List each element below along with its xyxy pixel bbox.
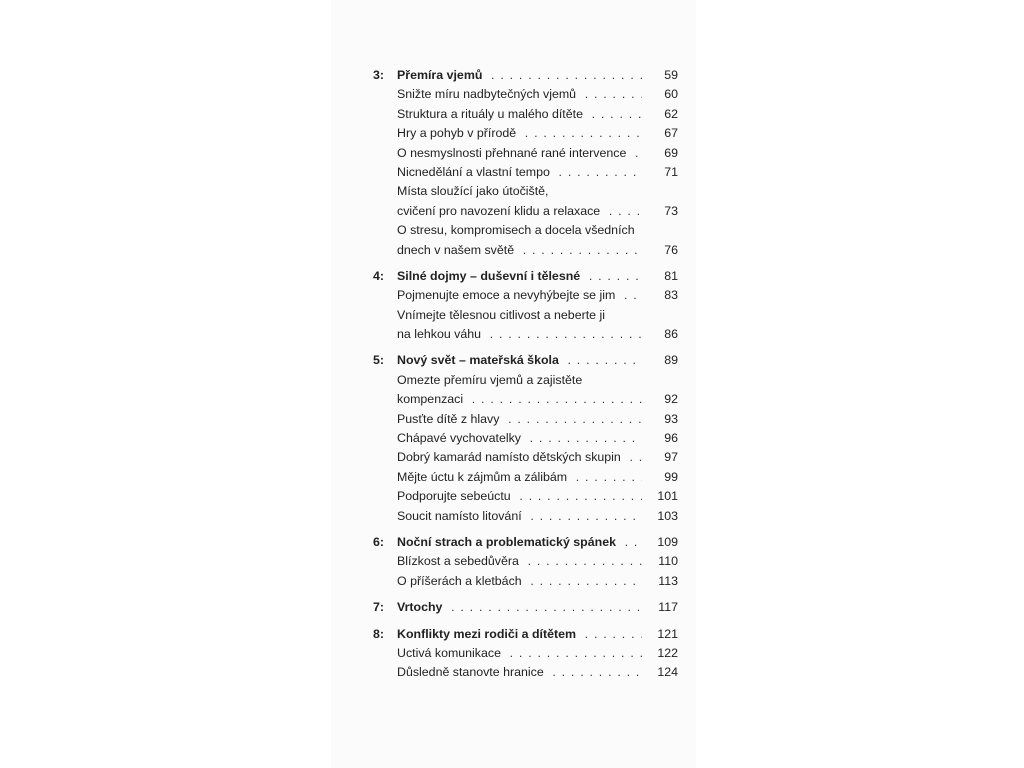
- chapter-title: Přemíra vjemů: [397, 68, 483, 82]
- entry-title-row: [397, 429, 642, 448]
- chapter-title: Noční strach a problematický spánek: [397, 534, 616, 549]
- toc-entry-line: [373, 371, 678, 390]
- toc-entry-line: [373, 487, 678, 506]
- toc-entry-line: [373, 85, 678, 104]
- entry-title: Pusťte dítě z hlavy: [397, 411, 500, 426]
- page-number: 89: [664, 353, 678, 368]
- chapter-title-row: [397, 66, 642, 85]
- toc-chapter: [373, 533, 678, 591]
- entry-title-row: [397, 241, 642, 260]
- toc-entry-line: [373, 182, 678, 201]
- chapter-title-row: [397, 267, 642, 286]
- table-of-contents: [373, 66, 678, 690]
- toc-chapter-heading: [373, 267, 678, 286]
- entry-title: Místa sloužící jako útočiště,: [397, 184, 549, 199]
- entry-title-row: [397, 163, 642, 182]
- toc-entry-line: [373, 448, 678, 467]
- toc-entry-line: [373, 552, 678, 571]
- chapter-title: Silné dojmy – duševní i tělesné: [397, 268, 581, 283]
- page-number: 121: [657, 626, 678, 641]
- entry-title: O nesmyslnosti přehnané rané intervence: [397, 145, 627, 160]
- entry-title: Chápavé vychovatelky: [397, 431, 521, 446]
- page-number: 113: [658, 573, 678, 588]
- toc-chapter-heading: [373, 351, 678, 370]
- entry-title-row: [397, 572, 642, 591]
- entry-title-row: [397, 410, 642, 429]
- chapter-number: 8:: [373, 626, 385, 641]
- toc-entry-line: [373, 202, 678, 221]
- chapter-number: 5:: [373, 353, 385, 368]
- page-number: 103: [657, 508, 678, 523]
- page-number: 92: [664, 392, 678, 407]
- toc-chapter-heading: [373, 598, 678, 617]
- entry-title-row: [397, 85, 642, 104]
- page-number: 71: [664, 164, 678, 179]
- entry-title: Omezte přemíru vjemů a zajistěte: [397, 372, 583, 387]
- toc-chapter: [373, 598, 678, 617]
- entry-title-row: [397, 663, 642, 682]
- page-number: 97: [664, 450, 678, 465]
- entry-title-row: [397, 221, 678, 240]
- entry-title: Hry a pohyb v přírodě: [397, 126, 517, 141]
- page-number: 62: [664, 106, 678, 121]
- entry-title: Důsledně stanovte hranice: [397, 665, 544, 680]
- page-number: 69: [664, 145, 678, 160]
- entry-title: Pojmenujte emoce a nevyhýbejte se jim: [397, 288, 616, 303]
- entry-title-row: [397, 105, 642, 124]
- entry-title-row: [397, 468, 642, 487]
- toc-chapter: [373, 267, 678, 345]
- toc-entry-line: [373, 663, 678, 682]
- toc-chapter: [373, 625, 678, 683]
- chapter-title-row: [397, 598, 642, 617]
- entry-title-row: [397, 371, 678, 390]
- chapter-title-row: [397, 351, 642, 370]
- chapter-number: 6:: [373, 534, 385, 549]
- toc-entry-line: [373, 429, 678, 448]
- toc-entry-line: [373, 572, 678, 591]
- toc-chapter-heading: [373, 625, 678, 644]
- page-number: 124: [657, 665, 678, 680]
- toc-entry-line: [373, 124, 678, 143]
- chapter-title: Konflikty mezi rodiči a dítětem: [397, 626, 577, 641]
- toc-entry-line: [373, 410, 678, 429]
- toc-entry-line: [373, 390, 678, 409]
- entry-title: Snižte míru nadbytečných vjemů: [397, 87, 577, 102]
- page-number: 83: [664, 288, 678, 303]
- entry-title: Dobrý kamarád namísto dětských skupin: [397, 450, 621, 465]
- entry-title: Vnímejte tělesnou citlivost a neberte ji: [397, 307, 605, 322]
- toc-entry-line: [373, 163, 678, 182]
- chapter-title-row: [397, 533, 642, 552]
- chapter-title: Nový svět – mateřská škola: [397, 353, 559, 368]
- toc-entry-line: [373, 286, 678, 305]
- page-number: 122: [657, 645, 678, 660]
- page-number: 76: [664, 242, 678, 257]
- entry-title: Uctivá komunikace: [397, 645, 501, 660]
- page-number: 109: [657, 534, 678, 549]
- entry-title: O stresu, kompromisech a docela všedních: [397, 223, 635, 238]
- chapter-number: 3:: [373, 68, 385, 82]
- entry-title-row: [397, 507, 642, 526]
- entry-title-row: [397, 448, 642, 467]
- chapter-number: 4:: [373, 268, 385, 283]
- toc-entry-line: [373, 644, 678, 663]
- toc-entry-line: [373, 144, 678, 163]
- page-number: 117: [658, 600, 678, 615]
- page-number: 59: [664, 68, 678, 82]
- page-number: 60: [664, 87, 678, 102]
- page-number: 73: [664, 203, 678, 218]
- entry-title-row: [397, 390, 642, 409]
- entry-title: Podporujte sebeúctu: [397, 489, 511, 504]
- entry-title-row: [397, 182, 678, 201]
- page-number: 81: [664, 268, 678, 283]
- entry-title: cvičení pro navození klidu a relaxace: [397, 203, 601, 218]
- toc-entry-line: [373, 221, 678, 240]
- toc-chapter: [373, 351, 678, 526]
- chapter-title-row: [397, 625, 642, 644]
- page-number: 86: [664, 327, 678, 342]
- entry-title: Nicnedělání a vlastní tempo: [397, 164, 550, 179]
- entry-title-row: [397, 306, 678, 325]
- entry-title-row: [397, 325, 642, 344]
- chapter-title: Vrtochy: [397, 600, 443, 615]
- toc-entry-line: [373, 325, 678, 344]
- entry-title-row: [397, 124, 642, 143]
- entry-title: dnech v našem světě: [397, 242, 515, 257]
- entry-title-row: [397, 144, 642, 163]
- toc-entry-line: [373, 306, 678, 325]
- page-number: 101: [657, 489, 678, 504]
- toc-entry-line: [373, 507, 678, 526]
- toc-entry-line: [373, 241, 678, 260]
- toc-chapter-heading: [373, 533, 678, 552]
- page-number: 110: [658, 554, 678, 569]
- entry-title-row: [397, 552, 642, 571]
- page-number: 99: [664, 469, 678, 484]
- page-number: 93: [664, 411, 678, 426]
- toc-chapter-heading: [373, 66, 678, 85]
- entry-title: na lehkou váhu: [397, 327, 482, 342]
- entry-title-row: [397, 487, 642, 506]
- toc-chapter: [373, 66, 678, 260]
- toc-entry-line: [373, 105, 678, 124]
- entry-title: Struktura a rituály u malého dítěte: [397, 106, 583, 121]
- chapter-number: 7:: [373, 600, 385, 615]
- entry-title: kompenzaci: [397, 392, 464, 407]
- toc-entry-line: [373, 468, 678, 487]
- entry-title: O příšerách a kletbách: [397, 573, 522, 588]
- page-number: 67: [664, 126, 678, 141]
- entry-title: Soucit namísto litování: [397, 508, 522, 523]
- entry-title-row: [397, 644, 642, 663]
- entry-title: Blízkost a sebedůvěra: [397, 554, 519, 569]
- page-number: 96: [664, 431, 678, 446]
- entry-title: Mějte úctu k zájmům a zálibám: [397, 469, 568, 484]
- entry-title-row: [397, 202, 642, 221]
- entry-title-row: [397, 286, 642, 305]
